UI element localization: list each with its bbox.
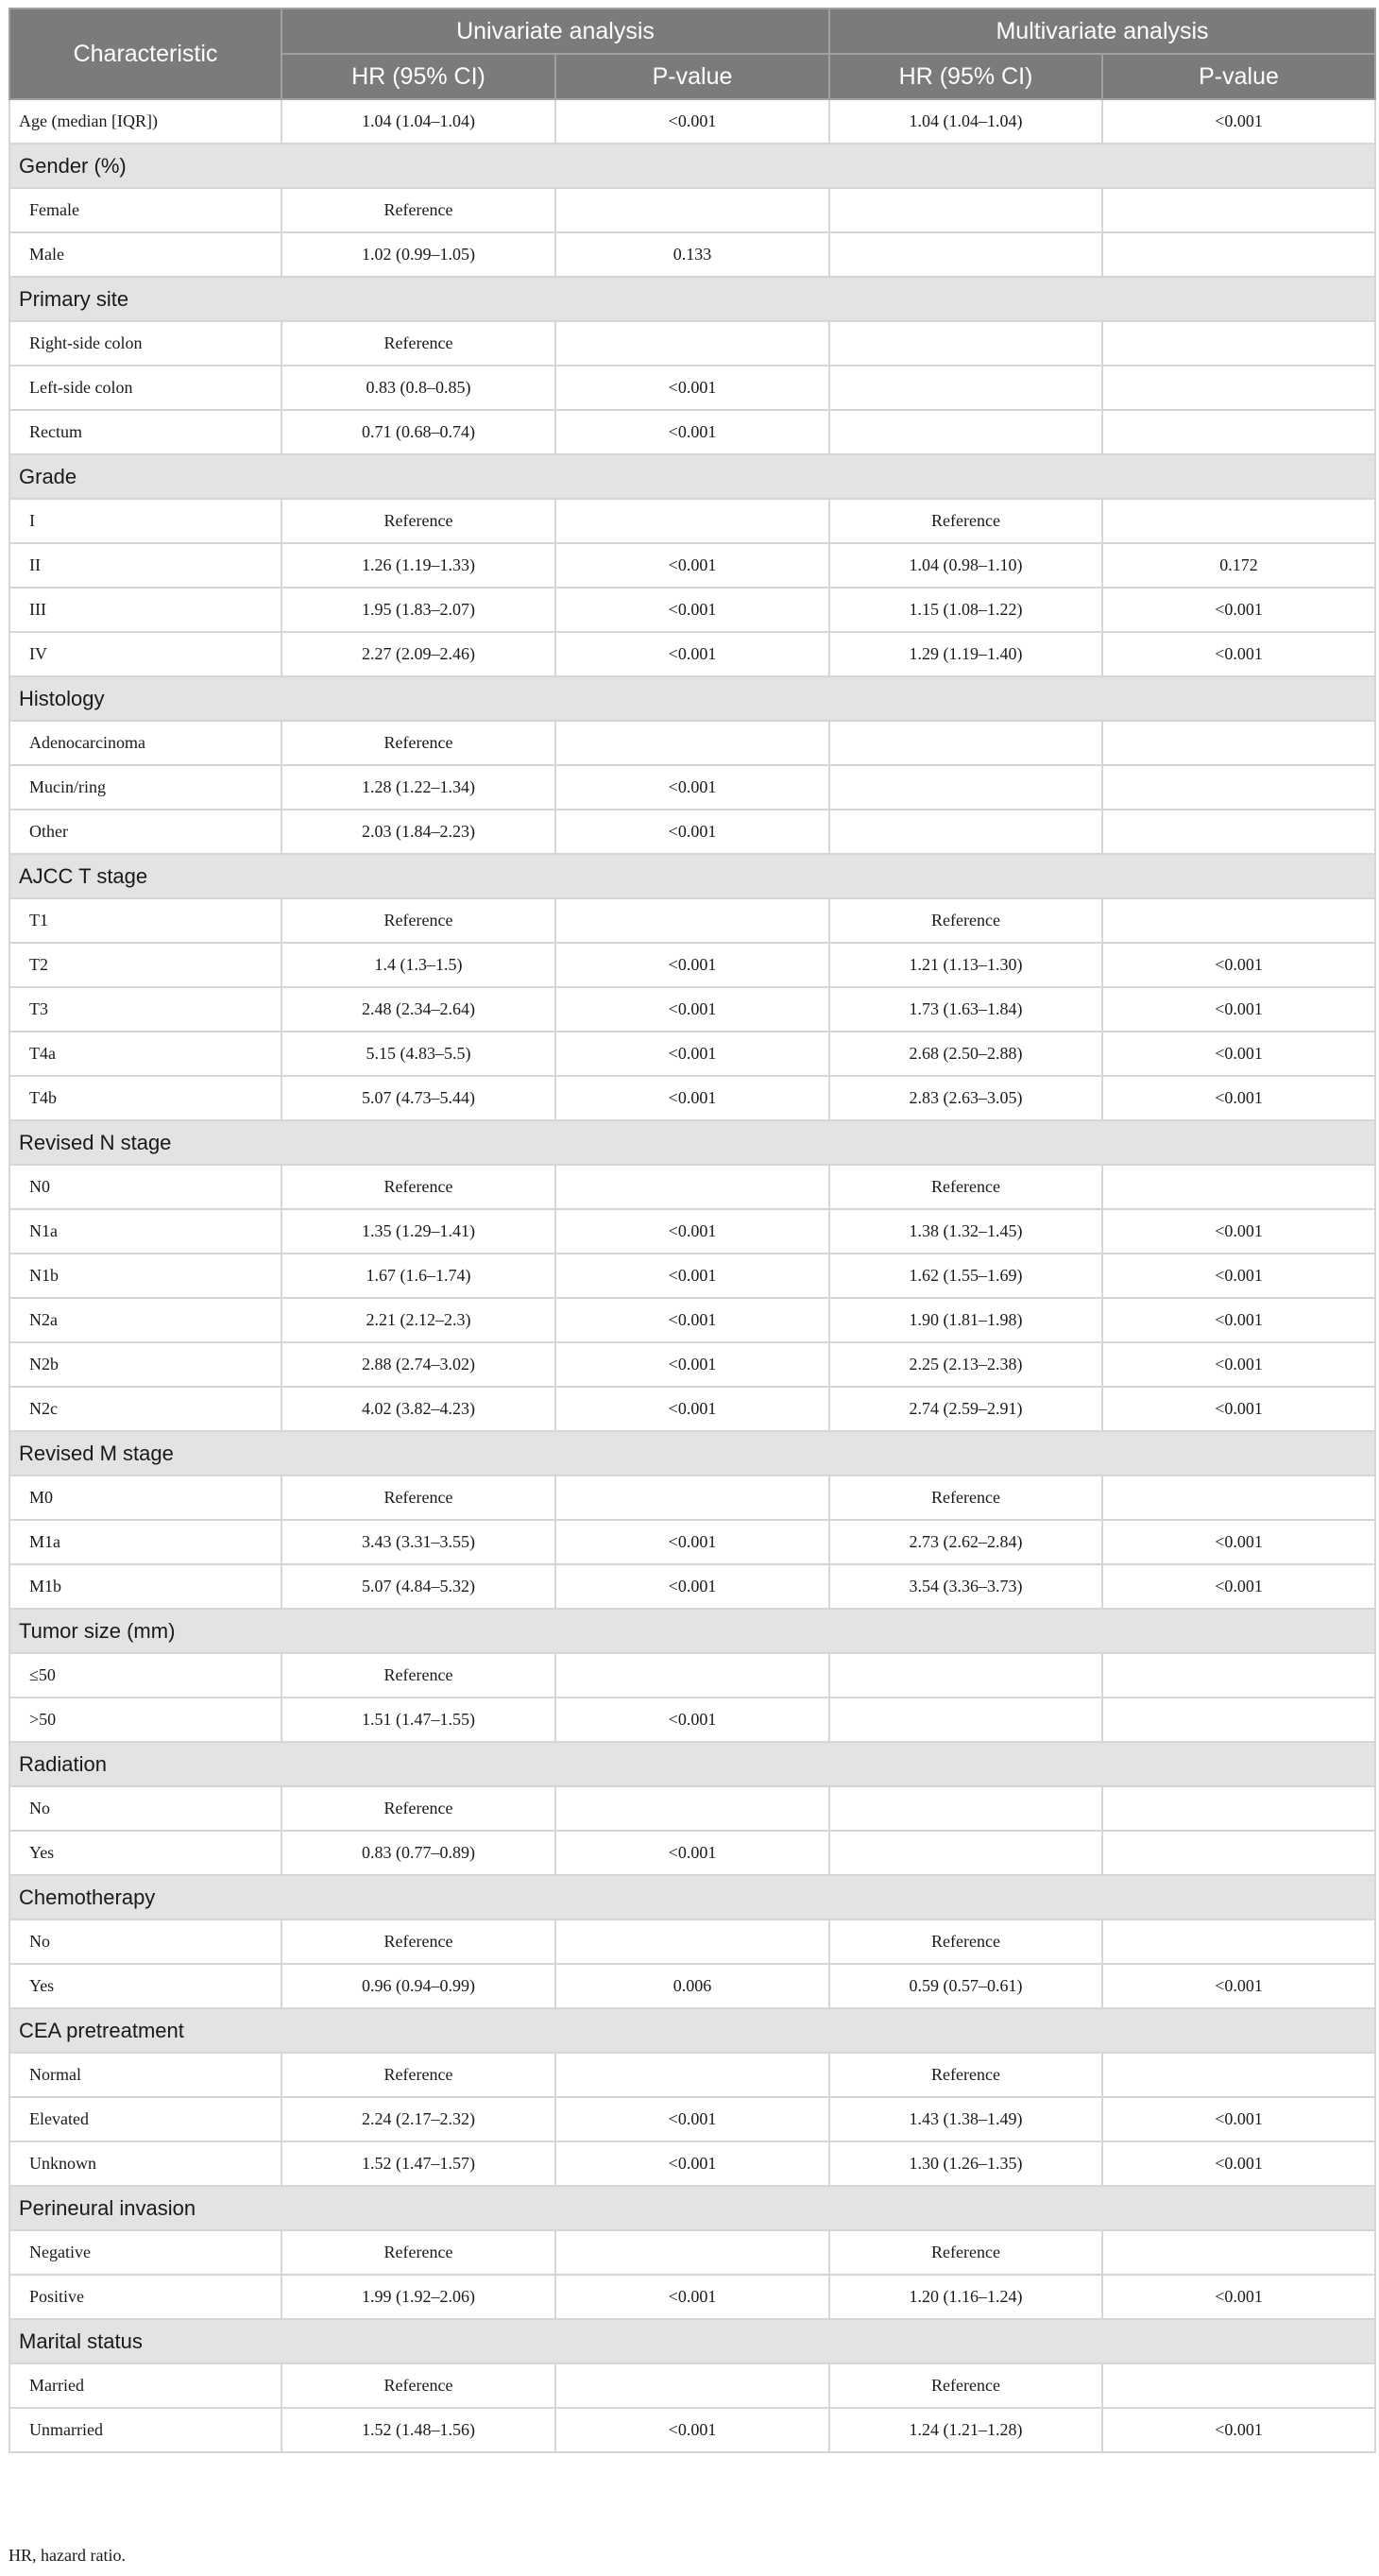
table-row <box>9 2053 1375 2097</box>
table-row <box>9 1298 1375 1342</box>
univariate-p-cell: <0.001 <box>555 366 829 410</box>
multivariate-p-cell <box>1102 1697 1375 1742</box>
univariate-p-cell: <0.001 <box>555 765 829 810</box>
univariate-hr-cell: Reference <box>281 1165 555 1209</box>
univariate-p-cell: <0.001 <box>555 410 829 454</box>
group-header-row <box>9 1609 1375 1653</box>
multivariate-p-cell <box>1102 410 1375 454</box>
table-row <box>9 1831 1375 1875</box>
multivariate-p-cell: <0.001 <box>1102 1076 1375 1120</box>
group-label: Chemotherapy <box>9 1875 1375 1919</box>
univariate-p-cell: <0.001 <box>555 2141 829 2186</box>
univariate-p-cell <box>555 1786 829 1831</box>
univariate-p-cell <box>555 2230 829 2275</box>
multivariate-p-cell <box>1102 2363 1375 2408</box>
row-characteristic: II <box>9 543 281 588</box>
table-row <box>9 1076 1375 1120</box>
table-row <box>9 410 1375 454</box>
multivariate-p-cell: <0.001 <box>1102 987 1375 1032</box>
univariate-hr-cell: Reference <box>281 321 555 366</box>
univariate-hr-cell: Reference <box>281 2363 555 2408</box>
row-characteristic: M1b <box>9 1564 281 1609</box>
multivariate-p-cell <box>1102 321 1375 366</box>
univariate-hr-cell: 2.88 (2.74–3.02) <box>281 1342 555 1387</box>
row-characteristic: Yes <box>9 1964 281 2008</box>
table-row <box>9 1032 1375 1076</box>
univariate-hr-cell: 5.07 (4.73–5.44) <box>281 1076 555 1120</box>
group-header-row <box>9 676 1375 721</box>
table-row <box>9 1964 1375 2008</box>
univariate-p-cell: <0.001 <box>555 1387 829 1431</box>
univariate-p-cell <box>555 721 829 765</box>
multivariate-hr-cell <box>829 765 1102 810</box>
multivariate-hr-cell: 1.24 (1.21–1.28) <box>829 2408 1102 2452</box>
multivariate-p-cell: <0.001 <box>1102 1298 1375 1342</box>
univariate-p-cell <box>555 1476 829 1520</box>
row-characteristic: I <box>9 499 281 543</box>
univariate-hr-cell: Reference <box>281 898 555 943</box>
multivariate-hr-cell: 1.62 (1.55–1.69) <box>829 1254 1102 1298</box>
univariate-hr-cell: 5.07 (4.84–5.32) <box>281 1564 555 1609</box>
group-header-row <box>9 144 1375 188</box>
multivariate-hr-cell: Reference <box>829 499 1102 543</box>
row-characteristic: Age (median [IQR]) <box>9 99 281 144</box>
row-characteristic: ≤50 <box>9 1653 281 1697</box>
univariate-hr-cell: 0.83 (0.77–0.89) <box>281 1831 555 1875</box>
row-characteristic: T4b <box>9 1076 281 1120</box>
univariate-hr-cell: 1.52 (1.48–1.56) <box>281 2408 555 2452</box>
multivariate-p-cell <box>1102 1919 1375 1964</box>
univariate-p-cell: <0.001 <box>555 1831 829 1875</box>
univariate-p-cell: <0.001 <box>555 2097 829 2141</box>
multivariate-hr-cell: Reference <box>829 1919 1102 1964</box>
table-header <box>9 9 1375 99</box>
row-characteristic: Elevated <box>9 2097 281 2141</box>
table-row <box>9 1254 1375 1298</box>
group-label: Marital status <box>9 2319 1375 2363</box>
multivariate-hr-cell: 3.54 (3.36–3.73) <box>829 1564 1102 1609</box>
univariate-hr-cell: 1.52 (1.47–1.57) <box>281 2141 555 2186</box>
multivariate-hr-cell: 0.59 (0.57–0.61) <box>829 1964 1102 2008</box>
multivariate-p-cell: <0.001 <box>1102 2275 1375 2319</box>
multivariate-p-cell: <0.001 <box>1102 1032 1375 1076</box>
row-characteristic: T3 <box>9 987 281 1032</box>
univariate-p-cell <box>555 321 829 366</box>
header-univariate: Univariate analysis <box>281 9 829 54</box>
multivariate-p-cell: <0.001 <box>1102 1254 1375 1298</box>
univariate-hr-cell: Reference <box>281 721 555 765</box>
univariate-p-cell <box>555 898 829 943</box>
multivariate-p-cell <box>1102 499 1375 543</box>
header-multivariate-p: P-value <box>1102 54 1375 99</box>
header-univariate-p: P-value <box>555 54 829 99</box>
multivariate-p-cell <box>1102 2230 1375 2275</box>
univariate-hr-cell: 0.83 (0.8–0.85) <box>281 366 555 410</box>
group-header-row <box>9 1431 1375 1476</box>
univariate-hr-cell: 1.26 (1.19–1.33) <box>281 543 555 588</box>
multivariate-hr-cell: 2.73 (2.62–2.84) <box>829 1520 1102 1564</box>
multivariate-hr-cell: 1.38 (1.32–1.45) <box>829 1209 1102 1254</box>
group-header-row <box>9 1742 1375 1786</box>
group-header-row <box>9 2319 1375 2363</box>
multivariate-hr-cell <box>829 1653 1102 1697</box>
multivariate-p-cell <box>1102 2053 1375 2097</box>
row-characteristic: Female <box>9 188 281 232</box>
table-row <box>9 2097 1375 2141</box>
multivariate-hr-cell: Reference <box>829 1165 1102 1209</box>
table-row <box>9 188 1375 232</box>
group-label: Primary site <box>9 277 1375 321</box>
table-row <box>9 1564 1375 1609</box>
row-characteristic: M0 <box>9 1476 281 1520</box>
row-characteristic: Unknown <box>9 2141 281 2186</box>
hazard-ratio-table <box>9 8 1376 2453</box>
univariate-hr-cell: 2.21 (2.12–2.3) <box>281 1298 555 1342</box>
row-characteristic: Normal <box>9 2053 281 2097</box>
multivariate-p-cell: <0.001 <box>1102 1520 1375 1564</box>
group-label: Radiation <box>9 1742 1375 1786</box>
group-header-row <box>9 854 1375 898</box>
univariate-hr-cell: 2.03 (1.84–2.23) <box>281 810 555 854</box>
multivariate-hr-cell: 2.74 (2.59–2.91) <box>829 1387 1102 1431</box>
row-characteristic: Left-side colon <box>9 366 281 410</box>
univariate-p-cell: <0.001 <box>555 2408 829 2452</box>
multivariate-hr-cell: 1.29 (1.19–1.40) <box>829 632 1102 676</box>
multivariate-hr-cell: 1.73 (1.63–1.84) <box>829 987 1102 1032</box>
multivariate-p-cell: <0.001 <box>1102 2097 1375 2141</box>
multivariate-p-cell <box>1102 1165 1375 1209</box>
group-label: Grade <box>9 454 1375 499</box>
univariate-hr-cell: 4.02 (3.82–4.23) <box>281 1387 555 1431</box>
row-characteristic: No <box>9 1786 281 1831</box>
group-label: Perineural invasion <box>9 2186 1375 2230</box>
univariate-hr-cell: 1.02 (0.99–1.05) <box>281 232 555 277</box>
table-row <box>9 1209 1375 1254</box>
multivariate-hr-cell: 1.04 (0.98–1.10) <box>829 543 1102 588</box>
multivariate-p-cell: <0.001 <box>1102 588 1375 632</box>
multivariate-hr-cell: 1.20 (1.16–1.24) <box>829 2275 1102 2319</box>
header-univariate-hr: HR (95% CI) <box>281 54 555 99</box>
group-label: Tumor size (mm) <box>9 1609 1375 1653</box>
row-characteristic: T4a <box>9 1032 281 1076</box>
univariate-hr-cell: 2.27 (2.09–2.46) <box>281 632 555 676</box>
multivariate-p-cell <box>1102 366 1375 410</box>
multivariate-hr-cell: 2.83 (2.63–3.05) <box>829 1076 1102 1120</box>
univariate-p-cell <box>555 499 829 543</box>
univariate-hr-cell: 3.43 (3.31–3.55) <box>281 1520 555 1564</box>
table-row <box>9 499 1375 543</box>
row-characteristic: N1a <box>9 1209 281 1254</box>
multivariate-hr-cell: Reference <box>829 2363 1102 2408</box>
univariate-hr-cell: Reference <box>281 499 555 543</box>
group-label: Histology <box>9 676 1375 721</box>
univariate-p-cell <box>555 1165 829 1209</box>
row-characteristic: Yes <box>9 1831 281 1875</box>
multivariate-hr-cell: 1.90 (1.81–1.98) <box>829 1298 1102 1342</box>
univariate-hr-cell: 2.24 (2.17–2.32) <box>281 2097 555 2141</box>
group-header-row <box>9 2186 1375 2230</box>
table-row <box>9 232 1375 277</box>
multivariate-p-cell <box>1102 1831 1375 1875</box>
univariate-p-cell: <0.001 <box>555 943 829 987</box>
multivariate-p-cell: <0.001 <box>1102 99 1375 144</box>
multivariate-hr-cell: Reference <box>829 1476 1102 1520</box>
multivariate-p-cell <box>1102 810 1375 854</box>
univariate-hr-cell: 1.4 (1.3–1.5) <box>281 943 555 987</box>
row-characteristic: Rectum <box>9 410 281 454</box>
univariate-p-cell: <0.001 <box>555 1032 829 1076</box>
multivariate-hr-cell: 1.04 (1.04–1.04) <box>829 99 1102 144</box>
multivariate-hr-cell: Reference <box>829 2230 1102 2275</box>
univariate-p-cell <box>555 188 829 232</box>
row-characteristic: N2a <box>9 1298 281 1342</box>
multivariate-p-cell: <0.001 <box>1102 632 1375 676</box>
multivariate-hr-cell <box>829 1831 1102 1875</box>
header-characteristic: Characteristic <box>9 9 281 99</box>
group-header-row <box>9 2008 1375 2053</box>
multivariate-hr-cell <box>829 1786 1102 1831</box>
univariate-hr-cell: 0.71 (0.68–0.74) <box>281 410 555 454</box>
table-row <box>9 2408 1375 2452</box>
multivariate-hr-cell: 1.43 (1.38–1.49) <box>829 2097 1102 2141</box>
univariate-hr-cell: 1.95 (1.83–2.07) <box>281 588 555 632</box>
univariate-hr-cell: 1.67 (1.6–1.74) <box>281 1254 555 1298</box>
univariate-p-cell: <0.001 <box>555 99 829 144</box>
table-row <box>9 366 1375 410</box>
multivariate-hr-cell: Reference <box>829 898 1102 943</box>
multivariate-p-cell: <0.001 <box>1102 1342 1375 1387</box>
table-body <box>9 99 1375 2452</box>
row-characteristic: N1b <box>9 1254 281 1298</box>
multivariate-p-cell <box>1102 1786 1375 1831</box>
header-multivariate-hr: HR (95% CI) <box>829 54 1102 99</box>
univariate-hr-cell: 1.35 (1.29–1.41) <box>281 1209 555 1254</box>
multivariate-hr-cell: 2.25 (2.13–2.38) <box>829 1342 1102 1387</box>
group-label: AJCC T stage <box>9 854 1375 898</box>
table-row <box>9 1919 1375 1964</box>
multivariate-p-cell: <0.001 <box>1102 1564 1375 1609</box>
multivariate-p-cell <box>1102 898 1375 943</box>
table-row <box>9 943 1375 987</box>
table-row <box>9 2275 1375 2319</box>
multivariate-p-cell <box>1102 765 1375 810</box>
univariate-hr-cell: Reference <box>281 1786 555 1831</box>
multivariate-hr-cell <box>829 810 1102 854</box>
univariate-hr-cell: Reference <box>281 2053 555 2097</box>
univariate-p-cell: <0.001 <box>555 588 829 632</box>
multivariate-p-cell: <0.001 <box>1102 1387 1375 1431</box>
multivariate-p-cell: <0.001 <box>1102 2141 1375 2186</box>
group-label: Gender (%) <box>9 144 1375 188</box>
row-characteristic: III <box>9 588 281 632</box>
univariate-hr-cell: 2.48 (2.34–2.64) <box>281 987 555 1032</box>
univariate-p-cell: 0.006 <box>555 1964 829 2008</box>
univariate-hr-cell: 5.15 (4.83–5.5) <box>281 1032 555 1076</box>
multivariate-p-cell <box>1102 1653 1375 1697</box>
row-characteristic: Negative <box>9 2230 281 2275</box>
univariate-p-cell <box>555 2053 829 2097</box>
group-header-row <box>9 1120 1375 1165</box>
multivariate-p-cell: <0.001 <box>1102 1964 1375 2008</box>
row-characteristic: Adenocarcinoma <box>9 721 281 765</box>
univariate-p-cell: <0.001 <box>555 987 829 1032</box>
row-characteristic: Married <box>9 2363 281 2408</box>
table-row <box>9 1165 1375 1209</box>
univariate-p-cell <box>555 1653 829 1697</box>
multivariate-hr-cell <box>829 188 1102 232</box>
multivariate-p-cell: <0.001 <box>1102 943 1375 987</box>
row-characteristic: Unmarried <box>9 2408 281 2452</box>
multivariate-hr-cell: Reference <box>829 2053 1102 2097</box>
row-characteristic: IV <box>9 632 281 676</box>
univariate-p-cell: 0.133 <box>555 232 829 277</box>
row-characteristic: No <box>9 1919 281 1964</box>
univariate-p-cell: <0.001 <box>555 2275 829 2319</box>
table-row <box>9 2363 1375 2408</box>
table-row <box>9 2230 1375 2275</box>
table-row <box>9 987 1375 1032</box>
group-label: CEA pretreatment <box>9 2008 1375 2053</box>
table-footnote: HR, hazard ratio. <box>9 2546 126 2565</box>
multivariate-p-cell <box>1102 721 1375 765</box>
multivariate-hr-cell <box>829 232 1102 277</box>
row-characteristic: N2c <box>9 1387 281 1431</box>
row-characteristic: >50 <box>9 1697 281 1742</box>
univariate-hr-cell: 1.99 (1.92–2.06) <box>281 2275 555 2319</box>
table-row <box>9 99 1375 144</box>
univariate-hr-cell: Reference <box>281 2230 555 2275</box>
univariate-p-cell: <0.001 <box>555 1520 829 1564</box>
group-label: Revised N stage <box>9 1120 1375 1165</box>
row-characteristic: N2b <box>9 1342 281 1387</box>
header-multivariate: Multivariate analysis <box>829 9 1375 54</box>
multivariate-p-cell: <0.001 <box>1102 2408 1375 2452</box>
table-row <box>9 1697 1375 1742</box>
row-characteristic: M1a <box>9 1520 281 1564</box>
univariate-hr-cell: Reference <box>281 1653 555 1697</box>
table-row <box>9 2141 1375 2186</box>
multivariate-p-cell <box>1102 232 1375 277</box>
table-row <box>9 1476 1375 1520</box>
group-header-row <box>9 277 1375 321</box>
table-row <box>9 1387 1375 1431</box>
row-characteristic: N0 <box>9 1165 281 1209</box>
multivariate-hr-cell <box>829 321 1102 366</box>
table-row <box>9 765 1375 810</box>
multivariate-hr-cell: 1.21 (1.13–1.30) <box>829 943 1102 987</box>
multivariate-hr-cell <box>829 721 1102 765</box>
multivariate-p-cell: 0.172 <box>1102 543 1375 588</box>
row-characteristic: T2 <box>9 943 281 987</box>
univariate-hr-cell: 0.96 (0.94–0.99) <box>281 1964 555 2008</box>
univariate-hr-cell: 1.04 (1.04–1.04) <box>281 99 555 144</box>
row-characteristic: Positive <box>9 2275 281 2319</box>
univariate-hr-cell: 1.51 (1.47–1.55) <box>281 1697 555 1742</box>
group-header-row <box>9 1875 1375 1919</box>
group-header-row <box>9 454 1375 499</box>
row-characteristic: Male <box>9 232 281 277</box>
univariate-p-cell: <0.001 <box>555 632 829 676</box>
multivariate-p-cell <box>1102 1476 1375 1520</box>
multivariate-hr-cell <box>829 366 1102 410</box>
row-characteristic: Mucin/ring <box>9 765 281 810</box>
multivariate-hr-cell: 2.68 (2.50–2.88) <box>829 1032 1102 1076</box>
univariate-p-cell: <0.001 <box>555 1076 829 1120</box>
multivariate-hr-cell: 1.15 (1.08–1.22) <box>829 588 1102 632</box>
multivariate-hr-cell: 1.30 (1.26–1.35) <box>829 2141 1102 2186</box>
multivariate-hr-cell <box>829 1697 1102 1742</box>
table-row <box>9 1786 1375 1831</box>
group-label: Revised M stage <box>9 1431 1375 1476</box>
univariate-hr-cell: 1.28 (1.22–1.34) <box>281 765 555 810</box>
table-row <box>9 543 1375 588</box>
multivariate-p-cell: <0.001 <box>1102 1209 1375 1254</box>
univariate-p-cell: <0.001 <box>555 543 829 588</box>
table-row <box>9 810 1375 854</box>
row-characteristic: Right-side colon <box>9 321 281 366</box>
multivariate-p-cell <box>1102 188 1375 232</box>
univariate-p-cell: <0.001 <box>555 810 829 854</box>
univariate-p-cell: <0.001 <box>555 1342 829 1387</box>
row-characteristic: T1 <box>9 898 281 943</box>
univariate-hr-cell: Reference <box>281 1476 555 1520</box>
univariate-p-cell: <0.001 <box>555 1697 829 1742</box>
univariate-p-cell <box>555 1919 829 1964</box>
table-row <box>9 721 1375 765</box>
multivariate-hr-cell <box>829 410 1102 454</box>
univariate-p-cell: <0.001 <box>555 1209 829 1254</box>
univariate-p-cell: <0.001 <box>555 1254 829 1298</box>
univariate-p-cell <box>555 2363 829 2408</box>
univariate-p-cell: <0.001 <box>555 1564 829 1609</box>
table-row <box>9 588 1375 632</box>
univariate-hr-cell: Reference <box>281 188 555 232</box>
table-row <box>9 1520 1375 1564</box>
table-row <box>9 632 1375 676</box>
table-row <box>9 898 1375 943</box>
univariate-hr-cell: Reference <box>281 1919 555 1964</box>
univariate-p-cell: <0.001 <box>555 1298 829 1342</box>
table-row <box>9 1342 1375 1387</box>
table-row <box>9 1653 1375 1697</box>
table-row <box>9 321 1375 366</box>
row-characteristic: Other <box>9 810 281 854</box>
